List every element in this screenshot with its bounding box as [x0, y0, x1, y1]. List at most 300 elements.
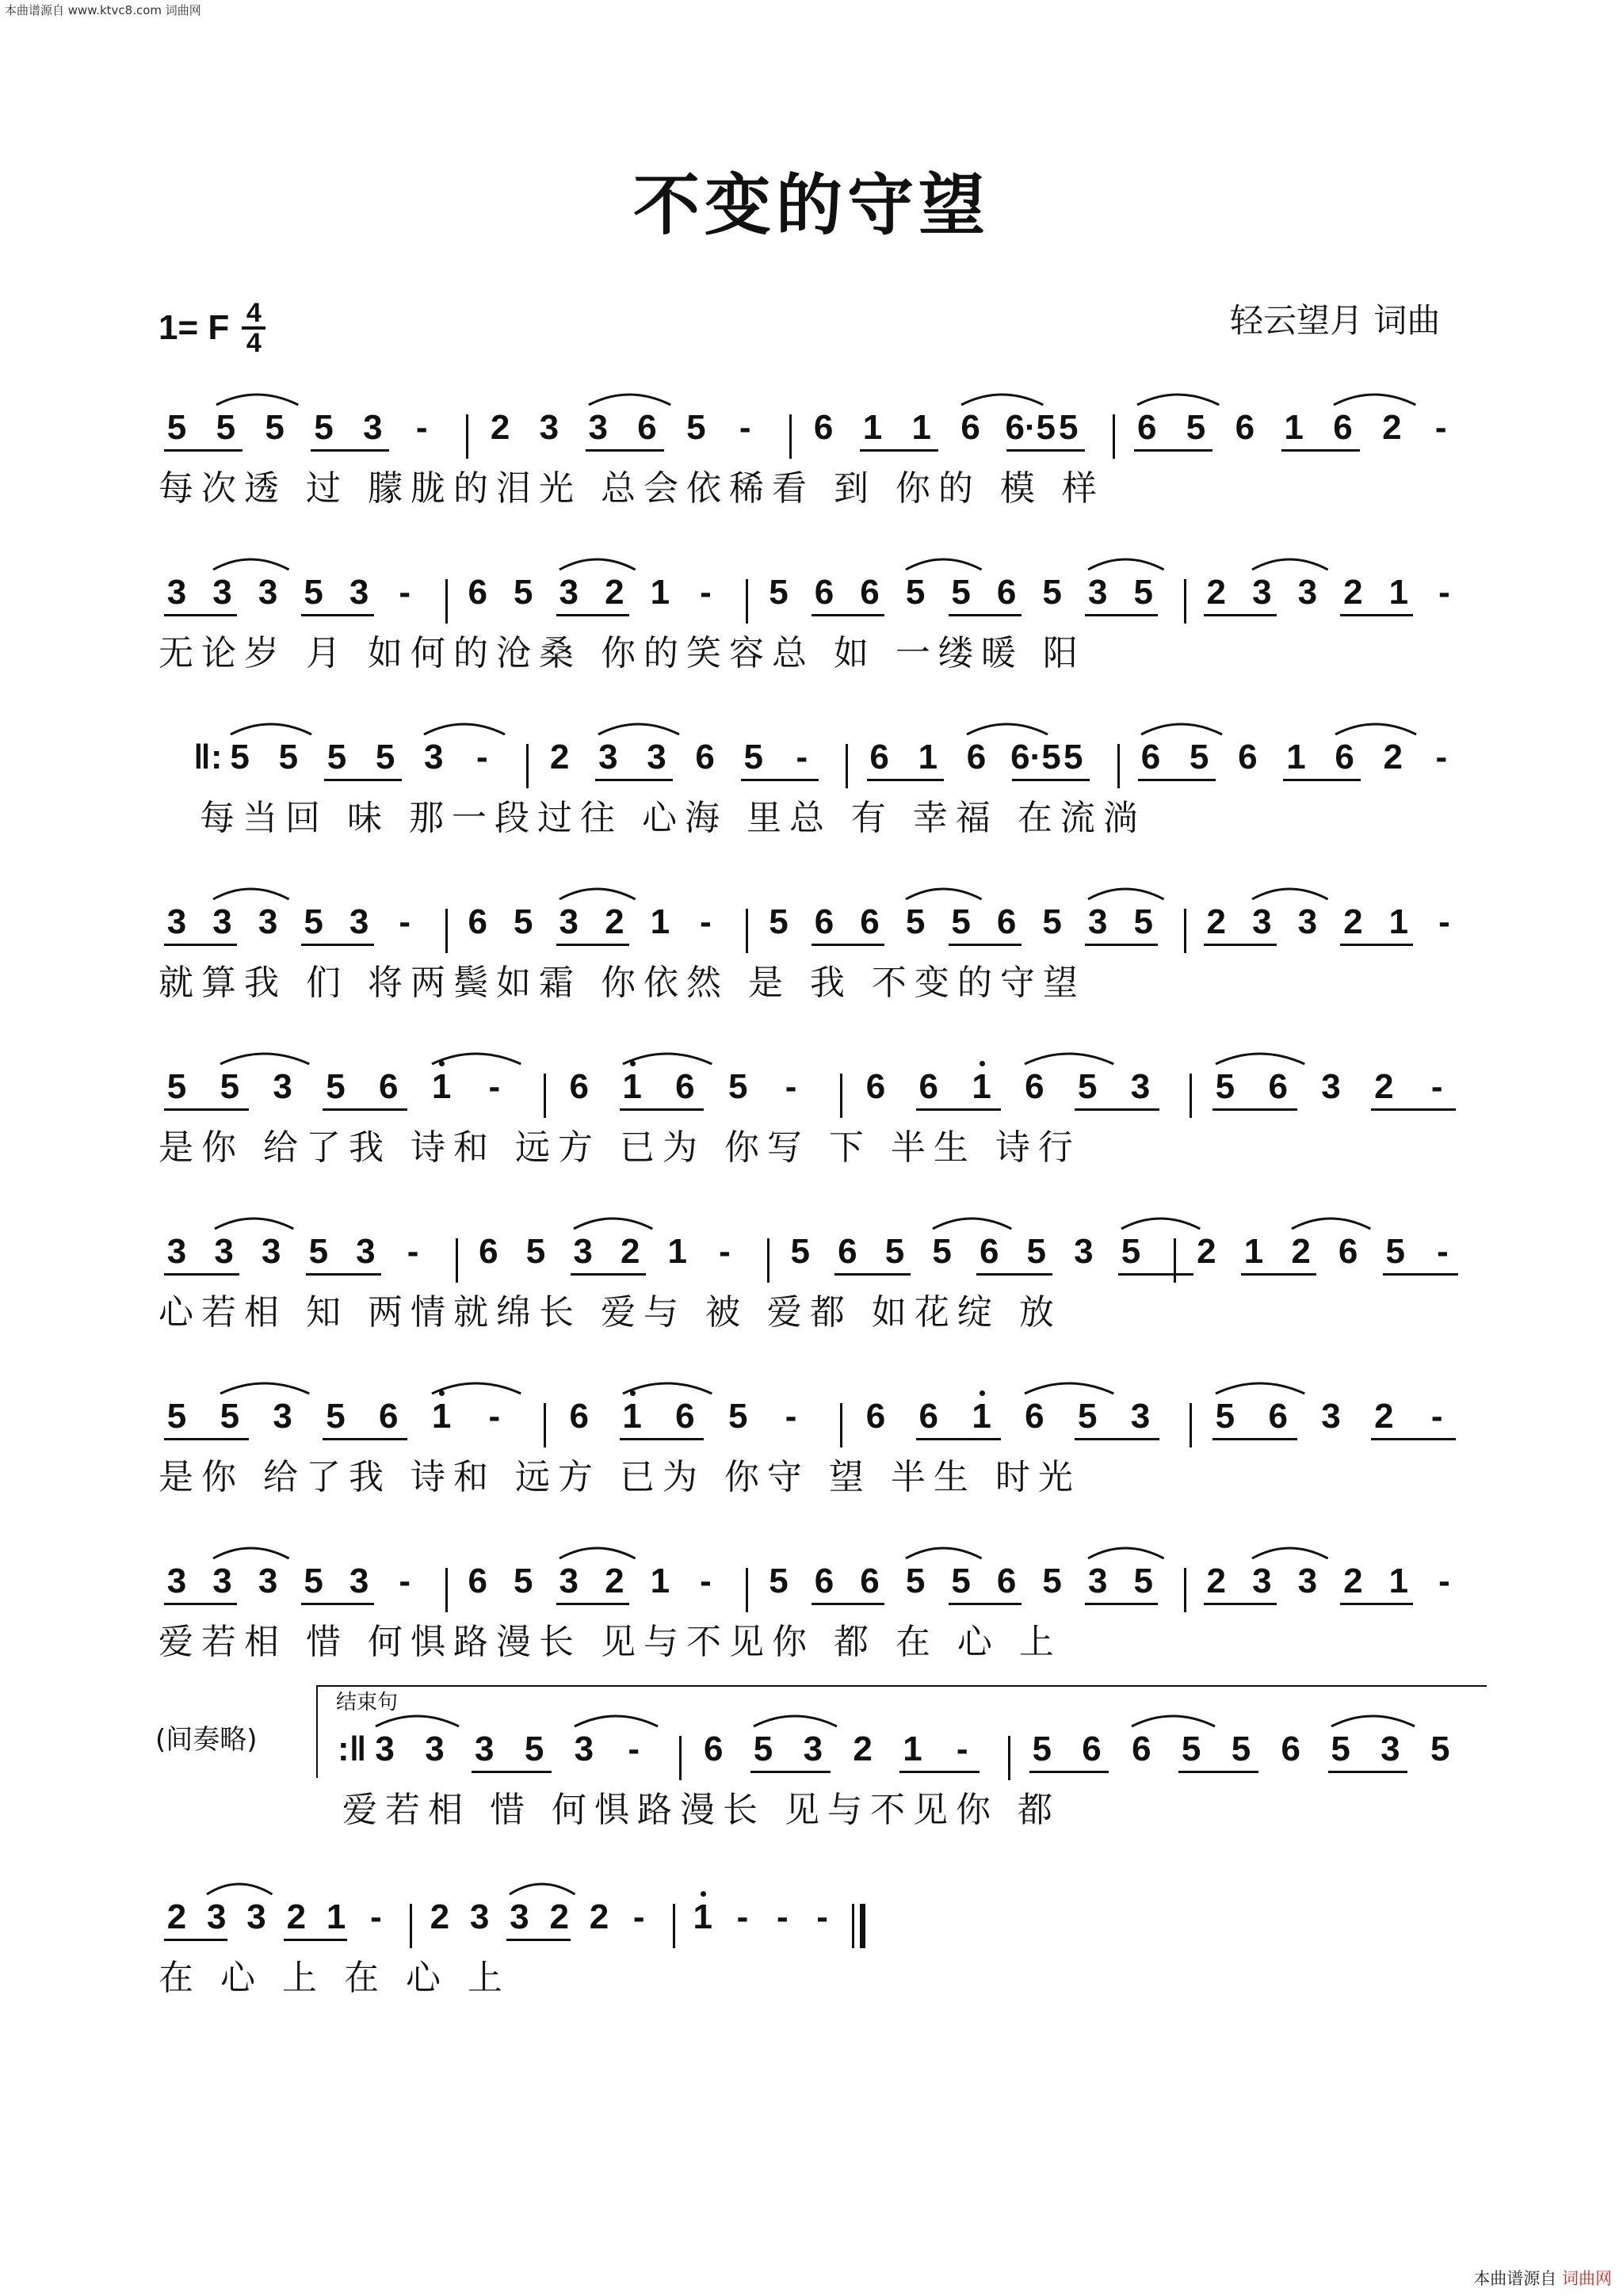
- note: 5: [304, 1562, 323, 1600]
- lyrics-line: 是你 给了我 诗和 远方 已为 你写 下 半生 诗行: [158, 1127, 1081, 1168]
- note: 6: [675, 1397, 695, 1436]
- note: 3: [1087, 902, 1108, 941]
- slur: [931, 1211, 1016, 1230]
- slur: [1130, 1709, 1220, 1728]
- note: 1: [903, 1730, 922, 1768]
- eighth-underline: [1085, 614, 1158, 616]
- lyrics-line: 无论岁 月 如何的沧桑 你的笑容总 如 一缕暖 阳: [158, 633, 1086, 673]
- eighth-underline: [306, 1273, 381, 1276]
- eighth-underline: [506, 1939, 570, 1941]
- eighth-underline: [1340, 614, 1413, 616]
- note: 2: [1382, 408, 1402, 447]
- note: -: [628, 1730, 640, 1768]
- bar-line: [1113, 414, 1115, 459]
- note: -: [476, 738, 488, 776]
- note: 2: [549, 1897, 569, 1936]
- note: 3: [475, 1730, 495, 1768]
- note: 3: [356, 1232, 376, 1271]
- eighth-underline: [916, 1438, 1001, 1440]
- note: 2: [1206, 573, 1227, 612]
- bar-line: [1184, 1568, 1186, 1612]
- score-system: [0, 1730, 1623, 1888]
- eighth-underline: [324, 779, 402, 781]
- note: 1: [911, 408, 932, 447]
- note: 5: [1385, 1232, 1406, 1271]
- bar-line: [544, 1074, 546, 1118]
- note: 5: [1042, 1562, 1062, 1600]
- note: 3: [1130, 1067, 1151, 1106]
- bar-line: [1190, 1074, 1192, 1118]
- note: 5: [1026, 1232, 1047, 1271]
- note: -: [415, 408, 428, 447]
- note: 1: [1388, 1562, 1409, 1600]
- bar-line: [840, 1403, 842, 1447]
- repeat-start: ‖:: [193, 738, 223, 776]
- note: 1: [862, 408, 883, 447]
- eighth-underline: [1085, 1603, 1158, 1605]
- eighth-underline: [1281, 449, 1360, 452]
- note: -: [1434, 408, 1447, 447]
- note: 1: [667, 1232, 688, 1271]
- eighth-underline: [1134, 449, 1212, 452]
- eighth-underline: [164, 1273, 239, 1276]
- note: 3: [588, 408, 608, 447]
- bar-line: [410, 1904, 412, 1948]
- note: 5: [951, 1562, 971, 1600]
- note: 3: [212, 1562, 232, 1600]
- note: 2: [1343, 573, 1363, 612]
- eighth-underline: [1029, 1771, 1109, 1773]
- note: 5: [905, 573, 926, 612]
- note: 3: [1252, 902, 1272, 941]
- note: 6: [860, 573, 880, 612]
- note: 1: [431, 1397, 452, 1436]
- ending-label: 结束句: [336, 1691, 399, 1714]
- note: 5: [327, 738, 347, 776]
- note: 5: [1077, 1067, 1098, 1106]
- eighth-underline: [284, 1939, 347, 1941]
- slur: [1334, 717, 1421, 736]
- note: 1: [431, 1067, 452, 1106]
- note: -: [785, 1397, 797, 1436]
- eighth-underline: [323, 1108, 407, 1111]
- high-octave-dot: [701, 1891, 706, 1897]
- note: 3: [258, 1562, 278, 1600]
- slur: [1214, 1047, 1309, 1066]
- note: -: [399, 573, 411, 612]
- note: 3: [574, 1730, 594, 1768]
- lyrics-line: 是你 给了我 诗和 远方 已为 你守 望 半生 时光: [158, 1457, 1081, 1497]
- note: 2: [1206, 1562, 1227, 1600]
- note: 3: [1381, 1730, 1400, 1768]
- slur: [508, 1877, 580, 1896]
- bar-line: [746, 579, 748, 624]
- note: 5: [905, 1562, 926, 1600]
- note: 6: [838, 1232, 857, 1271]
- eighth-underline: [1340, 944, 1413, 946]
- note: 6: [1025, 1397, 1044, 1436]
- slur: [1086, 882, 1169, 901]
- note: 1: [972, 1067, 991, 1106]
- note: 5: [1181, 1730, 1201, 1768]
- note: 3: [212, 902, 232, 941]
- note: 3: [1321, 1397, 1341, 1436]
- eighth-underline: [164, 1939, 227, 1941]
- note: 5: [1186, 408, 1206, 447]
- slur: [621, 1376, 716, 1395]
- note: 5: [514, 573, 533, 612]
- eighth-underline: [1212, 1108, 1297, 1111]
- note: 6: [379, 1397, 399, 1436]
- note: 1: [972, 1397, 991, 1436]
- note: -: [776, 1897, 789, 1936]
- note: -: [956, 1730, 968, 1768]
- note: 6: [1136, 408, 1157, 447]
- eighth-underline: [1383, 1273, 1458, 1276]
- note: 1: [650, 1562, 670, 1600]
- note: 5: [514, 1562, 533, 1600]
- note: 5: [326, 1067, 346, 1106]
- note: 6: [860, 1562, 880, 1600]
- slur: [597, 717, 684, 736]
- slur: [430, 1376, 525, 1395]
- note: 2: [430, 1897, 450, 1936]
- note: 6: [569, 1397, 590, 1436]
- score-system: [0, 738, 1623, 896]
- note: 6: [703, 1730, 724, 1768]
- eighth-underline: [164, 1438, 249, 1440]
- note: 5: [1063, 738, 1083, 776]
- note: 2: [589, 1897, 609, 1936]
- note: 5: [166, 1067, 187, 1106]
- note: 5: [951, 902, 971, 941]
- slur: [213, 1211, 298, 1230]
- bar-line: [1117, 744, 1120, 788]
- eighth-underline: [620, 1108, 705, 1111]
- bar-line: [1190, 1403, 1192, 1447]
- note: -: [785, 1067, 797, 1106]
- note: 3: [273, 1397, 292, 1436]
- bar-line: [1184, 579, 1186, 624]
- bar-line: [456, 1238, 458, 1283]
- note: 6: [379, 1067, 399, 1106]
- note: 3: [166, 902, 187, 941]
- note: 5: [790, 1232, 810, 1271]
- eighth-underline: [164, 614, 237, 616]
- note: -: [1438, 573, 1450, 612]
- note: 3: [1087, 1562, 1108, 1600]
- note: 3: [261, 1232, 281, 1271]
- note: 5: [727, 1067, 748, 1106]
- eighth-underline: [1328, 1771, 1407, 1773]
- final-bar-thin: [852, 1904, 854, 1948]
- note: -: [719, 1232, 731, 1271]
- note: 5: [278, 738, 299, 776]
- bar-line: [746, 909, 748, 953]
- note: 3: [349, 1562, 369, 1600]
- note: 1: [1284, 408, 1304, 447]
- eighth-underline: [1212, 1438, 1297, 1440]
- eighth-underline: [301, 614, 374, 616]
- lyrics-line: 每次透 过 朦胧的泪光 总会依稀看 到 你的 模 样: [158, 468, 1105, 509]
- eighth-underline: [556, 944, 629, 946]
- slur: [1136, 387, 1224, 406]
- note: 2: [605, 902, 624, 941]
- note: 5: [1133, 1562, 1153, 1600]
- note: 6: [1238, 738, 1258, 776]
- note: 5: [1042, 573, 1062, 612]
- note: 3: [246, 1897, 266, 1936]
- eighth-underline: [1340, 1603, 1413, 1605]
- eighth-underline: [556, 1603, 629, 1605]
- note: 6: [1132, 1730, 1151, 1768]
- note: 5: [932, 1232, 952, 1271]
- note: 6: [996, 573, 1017, 612]
- lyrics-line: 每当回 味 那一段过往 心海 里总 有 幸福 在流淌: [200, 798, 1146, 838]
- note: 6: [468, 902, 487, 941]
- eighth-underline: [586, 449, 664, 452]
- note: 5: [1133, 573, 1153, 612]
- note: 3: [166, 1562, 187, 1600]
- note: 5: [1430, 1730, 1450, 1768]
- note: 6: [996, 902, 1017, 941]
- note: 5: [951, 573, 971, 612]
- note: 5: [524, 1730, 544, 1768]
- note: 6: [814, 1562, 834, 1600]
- eighth-underline: [301, 944, 374, 946]
- note: 5: [220, 1397, 240, 1436]
- bar-line: [544, 1403, 546, 1447]
- lyrics-line: 在 心 上 在 心 上: [158, 1958, 510, 1998]
- slur: [422, 717, 510, 736]
- note: 2: [620, 1232, 640, 1271]
- slur: [1290, 1211, 1375, 1230]
- eighth-underline: [812, 614, 884, 616]
- note: 5: [220, 1067, 240, 1106]
- bar-line: [679, 1736, 682, 1780]
- time-signature: [242, 299, 265, 357]
- note: 1: [918, 738, 938, 776]
- note: 2: [605, 1562, 624, 1600]
- note: 3: [559, 902, 579, 941]
- note: 6: [675, 1067, 695, 1106]
- eighth-underline: [1118, 1273, 1193, 1276]
- note: -: [370, 1897, 382, 1936]
- bar-line: [840, 1074, 842, 1118]
- eighth-underline: [1075, 1438, 1159, 1440]
- slur: [212, 552, 294, 571]
- slur: [1214, 1376, 1309, 1395]
- note: 1: [1388, 902, 1409, 941]
- slur: [904, 1541, 987, 1560]
- lyrics-line: 爱若相 惜 何惧路漫长 见与不见你 都: [342, 1790, 1060, 1830]
- eighth-underline: [164, 1108, 249, 1111]
- note: -: [1430, 1067, 1443, 1106]
- note: 3: [214, 1232, 234, 1271]
- note: 6: [1268, 1067, 1288, 1106]
- eighth-underline: [323, 1438, 407, 1440]
- note: 3: [559, 573, 579, 612]
- slur: [1086, 552, 1169, 571]
- interlude-label: (间奏略): [155, 1724, 258, 1756]
- slur: [960, 387, 1048, 406]
- repeat-end: :‖: [338, 1730, 367, 1768]
- note: 1: [1388, 573, 1409, 612]
- note: 6: [1335, 738, 1354, 776]
- eighth-underline: [1371, 1108, 1456, 1111]
- note: 6: [479, 1232, 498, 1271]
- bar-line: [445, 579, 448, 624]
- eighth-underline: [1204, 614, 1277, 616]
- note: 1: [1243, 1232, 1264, 1271]
- eighth-underline: [949, 944, 1022, 946]
- slur: [219, 1376, 314, 1395]
- note: 3: [273, 1067, 292, 1106]
- note: 3: [258, 573, 278, 612]
- note: 6: [865, 1397, 886, 1436]
- slur: [1120, 1211, 1205, 1230]
- time-top: 4: [246, 298, 262, 328]
- note: 3: [425, 1730, 445, 1768]
- key-label: 1= F: [158, 308, 230, 347]
- note: 2: [1343, 1562, 1363, 1600]
- slur: [1332, 387, 1420, 406]
- lyrics-line: 心若相 知 两情就绵长 爱与 被 爱都 如花绽 放: [158, 1292, 1062, 1333]
- note: 6: [1140, 738, 1161, 776]
- note: 3: [1252, 573, 1272, 612]
- slur: [573, 1709, 663, 1728]
- slur: [1023, 1376, 1118, 1395]
- footer-source-text: 本曲谱源自: [1473, 2269, 1557, 2288]
- slur: [374, 1709, 464, 1728]
- score-system: [0, 408, 1623, 566]
- score-system: [0, 573, 1623, 731]
- footer-site-link[interactable]: 词曲网: [1562, 2269, 1612, 2288]
- lyrics-line: 爱若相 惜 何惧路漫长 见与不见你 都 在 心 上: [158, 1622, 1062, 1662]
- note: 5: [743, 738, 763, 776]
- bar-line: [445, 1568, 448, 1612]
- note: 5: [1121, 1232, 1141, 1271]
- slur: [212, 1541, 294, 1560]
- score-system: [0, 1232, 1623, 1390]
- lyrics-line: 就算我 们 将两鬓如霜 你依然 是 我 不变的守望: [158, 963, 1086, 1003]
- note: 6: [1268, 1397, 1288, 1436]
- header-source-text: 本曲谱源自 www.ktvc8.com 词曲网: [5, 3, 201, 17]
- note: 5: [326, 1397, 346, 1436]
- note: 5: [525, 1232, 546, 1271]
- note: 5: [769, 1562, 789, 1600]
- eighth-underline: [916, 1108, 1001, 1111]
- note: 2: [1374, 1397, 1394, 1436]
- note: 6: [860, 902, 880, 941]
- note: -: [700, 902, 712, 941]
- slur: [558, 552, 640, 571]
- slur: [430, 1047, 525, 1066]
- slur: [215, 387, 303, 406]
- note: 1: [622, 1067, 642, 1106]
- note: 6: [966, 738, 987, 776]
- note: 3: [1074, 1232, 1094, 1271]
- high-octave-dot: [980, 1061, 985, 1066]
- note: 3: [1297, 1562, 1318, 1600]
- eighth-underline: [812, 944, 884, 946]
- note: 3: [469, 1897, 490, 1936]
- eighth-underline: [1371, 1438, 1456, 1440]
- eighth-underline: [750, 1771, 830, 1773]
- eighth-underline: [595, 779, 673, 781]
- note: 3: [1297, 902, 1318, 941]
- note: 2: [1206, 902, 1227, 941]
- note: 2: [605, 573, 624, 612]
- note: 6: [996, 1562, 1017, 1600]
- note: 5: [727, 1397, 748, 1436]
- slur: [558, 1541, 640, 1560]
- eighth-underline: [1241, 1273, 1316, 1276]
- slur: [1330, 1709, 1419, 1728]
- note: 2: [1291, 1232, 1311, 1271]
- note: -: [739, 408, 751, 447]
- note: 6: [1025, 1067, 1044, 1106]
- note: 5: [905, 902, 926, 941]
- note: 5: [375, 738, 395, 776]
- note: 3: [598, 738, 618, 776]
- score-system: [0, 1397, 1623, 1555]
- eighth-underline: [949, 614, 1022, 616]
- note: 2: [166, 1897, 187, 1936]
- bar-line: [846, 744, 848, 788]
- slur: [1023, 1047, 1118, 1066]
- note: -: [736, 1897, 749, 1936]
- key-signature: [158, 299, 265, 357]
- slur: [752, 1709, 842, 1728]
- bar-line: [789, 414, 792, 459]
- note: -: [399, 1562, 411, 1600]
- note: 6: [813, 408, 834, 447]
- eighth-underline: [1006, 449, 1085, 452]
- note: 3: [1087, 573, 1108, 612]
- eighth-underline: [164, 944, 237, 946]
- note: 2: [286, 1897, 307, 1936]
- author-credit: 轻云望月 词曲: [1230, 301, 1441, 340]
- note: -: [1435, 738, 1448, 776]
- note: -: [816, 1897, 828, 1936]
- score-system: [0, 1067, 1623, 1226]
- eighth-underline: [620, 1438, 705, 1440]
- slur: [1251, 552, 1333, 571]
- note: 6: [569, 1067, 590, 1106]
- note: 1: [326, 1897, 346, 1936]
- note: 6: [1338, 1232, 1358, 1271]
- bar-line: [673, 1904, 675, 1948]
- slur: [219, 1047, 314, 1066]
- eighth-underline: [301, 1603, 374, 1605]
- note: 2: [1197, 1232, 1216, 1271]
- note: 1: [1286, 738, 1306, 776]
- note: 6: [1281, 1730, 1300, 1768]
- eighth-underline: [1012, 779, 1090, 781]
- note: 6: [918, 1397, 938, 1436]
- slur: [1086, 1541, 1169, 1560]
- note: 3: [573, 1232, 593, 1271]
- bar-line: [746, 1568, 748, 1612]
- note: 3: [559, 1562, 579, 1600]
- note: 2: [1343, 902, 1363, 941]
- high-octave-dot: [980, 1390, 985, 1396]
- bar-line: [1184, 909, 1186, 953]
- note: 6·5: [1005, 408, 1056, 447]
- note: -: [407, 1232, 419, 1271]
- note: 5: [230, 738, 250, 776]
